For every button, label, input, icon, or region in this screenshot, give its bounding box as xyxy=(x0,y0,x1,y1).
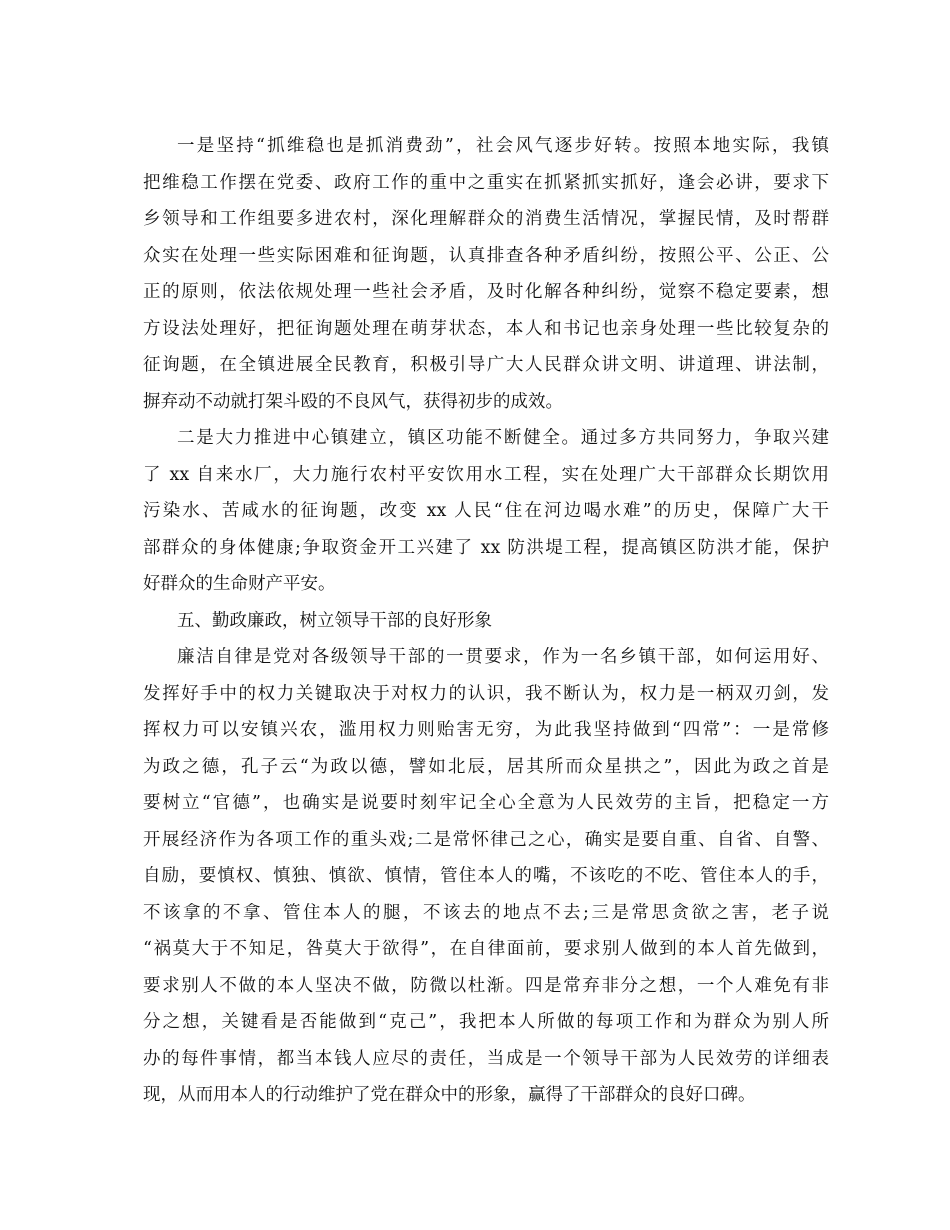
paragraph-line: 二是大力推进中心镇建立，镇区功能不断健全。通过多方共同努力，争取兴建 xyxy=(177,428,829,448)
paragraph-line: 把维稳工作摆在党委、政府工作的重中之重实在抓紧抓实抓好，逢会必讲，要求下 xyxy=(143,172,829,193)
paragraph-line: 乡领导和工作组要多进农村，深化理解群众的消费生活情况，掌握民情，及时帮群 xyxy=(143,209,829,229)
paragraph-line: 挥权力可以安镇兴农，滥用权力则贻害无穷，为此我坚持做到“四常”：一是常修 xyxy=(143,720,829,740)
paragraph-line: 方设法处理好，把征询题处理在萌芽状态，本人和书记也亲身处理一些比较复杂的 xyxy=(143,318,829,339)
paragraph-line: 现，从而用本人的行动维护了党在群众中的形象，赢得了干部群众的良好口碑。 xyxy=(143,1085,756,1105)
paragraph-line: 正的原则，依法依规处理一些社会矛盾，及时化解各种纠纷，觉察不稳定要素，想 xyxy=(143,282,829,302)
document-body xyxy=(143,128,829,1114)
paragraph-line: “祸莫大于不知足，咎莫大于欲得”，在自律面前，要求别人做到的本人首先做到， xyxy=(143,939,829,959)
paragraph-line: 众实在处理一些实际困难和征询题，认真排查各种矛盾纠纷，按照公平、公正、公 xyxy=(143,245,829,266)
paragraph-line: 要树立“官德”，也确实是说要时刻牢记全心全意为人民效劳的主旨，把稳定一方 xyxy=(143,793,829,813)
paragraph-line: 开展经济作为各项工作的重头戏;二是常怀律己之心，确实是要自重、自省、自警、 xyxy=(143,829,829,850)
paragraph-line: 污染水、苦咸水的征询题，改变 xx 人民“住在河边喝水难”的历史，保障广大干 xyxy=(143,501,829,521)
paragraph-line: 不该拿的不拿、管住本人的腿，不该去的地点不去;三是常思贪欲之害，老子说 xyxy=(143,902,829,923)
paragraph-line: 分之想，关键看是否能做到“克己”，我把本人所做的每项工作和为群众为别人所 xyxy=(143,1012,829,1032)
paragraph-line: 办的每件事情，都当本钱人应尽的责任，当成是一个领导干部为人民效劳的详细表 xyxy=(143,1048,829,1069)
paragraph-line: 发挥好手中的权力关键取决于对权力的认识，我不断认为，权力是一柄双刃剑，发 xyxy=(143,683,829,704)
paragraph-line: 征询题，在全镇进展全民教育，积极引导广大人民群众讲文明、讲道理、讲法制， xyxy=(143,355,829,375)
paragraph-line: 为政之德，孔子云“为政以德，譬如北辰，居其所而众星拱之”，因此为政之首是 xyxy=(143,756,829,777)
paragraph-line: 了 xx 自来水厂，大力施行农村平安饮用水工程，实在处理广大干部群众长期饮用 xyxy=(143,464,829,485)
paragraph-line: 廉洁自律是党对各级领导干部的一贯要求，作为一名乡镇干部，如何运用好、 xyxy=(177,647,829,667)
paragraph-line: 要求别人不做的本人坚决不做，防微以杜渐。四是常弃非分之想，一个人难免有非 xyxy=(143,975,829,996)
paragraph-line: 部群众的身体健康;争取资金开工兴建了 xx 防洪堤工程，提高镇区防洪才能，保护 xyxy=(143,537,829,558)
paragraph-line: 好群众的生命财产平安。 xyxy=(143,574,336,594)
paragraph-line: 一是坚持“抓维稳也是抓消费劲”，社会风气逐步好转。按照本地实际，我镇 xyxy=(177,136,829,156)
section-heading: 五、勤政廉政，树立领导干部的良好形象 xyxy=(177,610,492,631)
paragraph-line: 自励，要慎权、慎独、慎欲、慎情，管住本人的嘴，不该吃的不吃、管住本人的手， xyxy=(143,866,829,886)
paragraph-line: 摒弃动不动就打架斗殴的不良风气，获得初步的成效。 xyxy=(143,391,563,412)
